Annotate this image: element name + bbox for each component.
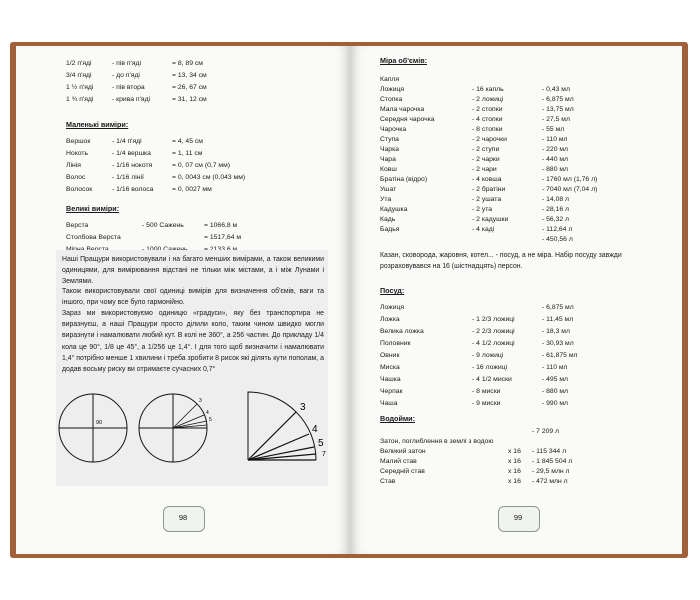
ray-label: 4	[312, 424, 318, 435]
paragraph: Також використовували свої одиниці вимірів для визначення об'ємів, ваги та іншого, при чому все було гармонійно.	[62, 288, 324, 307]
ray-label: 4	[206, 410, 209, 416]
paragraph: Казан, сковорода, жаровня, котел... - посуд, а не міра. Набір посуду завжди розраховувався на 16 (шістнадцять) персон.	[380, 252, 622, 271]
subdivided-circle-diagram	[139, 394, 212, 462]
right-page: Міра об'ємів: Капля Ложиця - 16 капль - 0,43 мл Стопка - 2 ложиці - 6,875 мл Мала чарочка - 2 стопки - 13,75 мл Середня чарочка - 4 стопки - 27,5 мл Чарочка - 8 стопки - 55 мл Ступа - 2 чарочки - 110 мл Чарка - 2 ступи - 220 мл Чара - 2 чарки - 440 мл Ковш - 2 чари - 880 мл Братіна (відро) - 4 ковша - 1760 мл (1,76 л) Ушат - 2 братіни - 7040 мл (7,04 л) Ута - 2 ушата - 14,08 л Кадушка - 2 ута - 28,16 л Кадь - 2 кадушки - 56,32 л Бадья - 4 каді - 112,64 л - 450,56 л Казан, сковорода, жаровня, котел... - посуд, а не міра. Набір посуду завжди розраховувався на 16 (шістнадцять) персон. Посуд: Ложиця - 6,875 мл Ложка - 1 2/3 ложиці - 11,45 мл Велика ложка - 2 2/3 ложиці - 18,3 мл Половник - 4 1/2 ложиці - 30,93 мл Овник - 9 ложиці - 61,875 мл Миска - 16 ложиці - 110 мл Чашка - 4 1/2 миски - 495 мл Черпак - 8 миски - 880 мл Чаша - 9 миски - 990 мл Водойми: - 7 209 л Затон, поглиблення в землі з водою Великий затон x 16 - 115 344 л Малий став x 16 - 1 845 504 л Середній став x 16 - 29,5 млн л Став x 16 - 472 млн л 99	[350, 46, 682, 554]
angle-label: 90	[96, 420, 103, 426]
paragraph: Зараз ми використовуємо одиницю «градуси», яку без транспортира не виразнуєш, а наші Пращури просто ділили коло, таким чином швидко могли виразнути і намалювати любий кут. В колі не 360°, а 256 частин. До прикладу 1/4 кола це 90°, 1/8 це 45°, а 1/256 це 1,4°. І для того щоб визначити і намалювати 1,4° потрібно менше 1 хвилини і треба зробити 8 рисок які ділять кути пополам, а додав восьму риску ви отримаєте сучасних 0,7°	[62, 310, 324, 374]
quarter-circle-diagram	[59, 394, 127, 462]
paragraph: Наші Пращури використовували і на багато менших вимірами, а також великими одиницями, для вимірювання відстані не тільки між містами, а і між Лунами і Землями.	[62, 256, 324, 286]
ray-label: 5	[318, 438, 324, 449]
big-measures-heading: Великі виміри:	[66, 204, 120, 213]
small-measures-heading: Маленькі виміри:	[66, 120, 129, 129]
volume-measures-heading: Міра об'ємів:	[380, 56, 428, 65]
enlarged-quarter-diagram	[248, 392, 326, 460]
ray-label: 5	[209, 417, 212, 423]
page-number: 99	[513, 513, 523, 522]
left-page: 1/2 п'яді - пів п'яді = 8, 89 см 3/4 п'яді - до п'яді = 13, 34 см 1 ½ п'яді - пів втора = 26, 67 см 1 ¾ п'яді - крива п'яді = 31, 12 см Маленькі виміри: Вершок - 1/4 п'яді = 4, 45 см Нокоть - 1/4 вершка = 1, 11 см Лінія - 1/16 нокотя = 0, 07 см (0,7 мм) Волос - 1/16 лінії = 0, 0043 см (0,043 мм) Волосок - 1/16 волоса = 0, 0027 мм Великі виміри: Верста - 500 Сажень = 1066,8 м Столбова Верста = 1517,64 м Наші Пращури використовували і на багато менших вимірами, а також великими одиницями, для вимірювання відстані не тільки між містами, а і між Лунами і Землями. Також використовували свої одиниці вимірів для визначення об'ємів, ваги та іншого, при чому все було гармонійно. Зараз ми використовуємо одиницю «градуси», яку без транспортира не виразнуєш, а наші Пращури просто ділили коло, таким чином швидко могли виразнути і намалювати любий кут. В колі не 360°, а 256 частин. До прикладу 1/4 кола це 90°, 1/8 це 45°, а 1/256 це 1,4°. І для того щоб визначити і намалювати 1,4° потрібно менше 1 хвилини і треба зробити 8 рисок які ділять кути пополам, а додав восьму риску ви отримаєте сучасних 0,7° 90 3 4 5 3 4 5 7 98	[16, 46, 350, 554]
circle-division-figure	[56, 388, 350, 468]
ray-label: 7	[322, 451, 326, 458]
page-number: 98	[178, 513, 188, 522]
ray-label: 3	[199, 398, 202, 404]
water-bodies-heading: Водойми:	[380, 414, 415, 423]
dishes-heading: Посуд:	[380, 286, 405, 295]
ray-label: 3	[300, 402, 306, 413]
